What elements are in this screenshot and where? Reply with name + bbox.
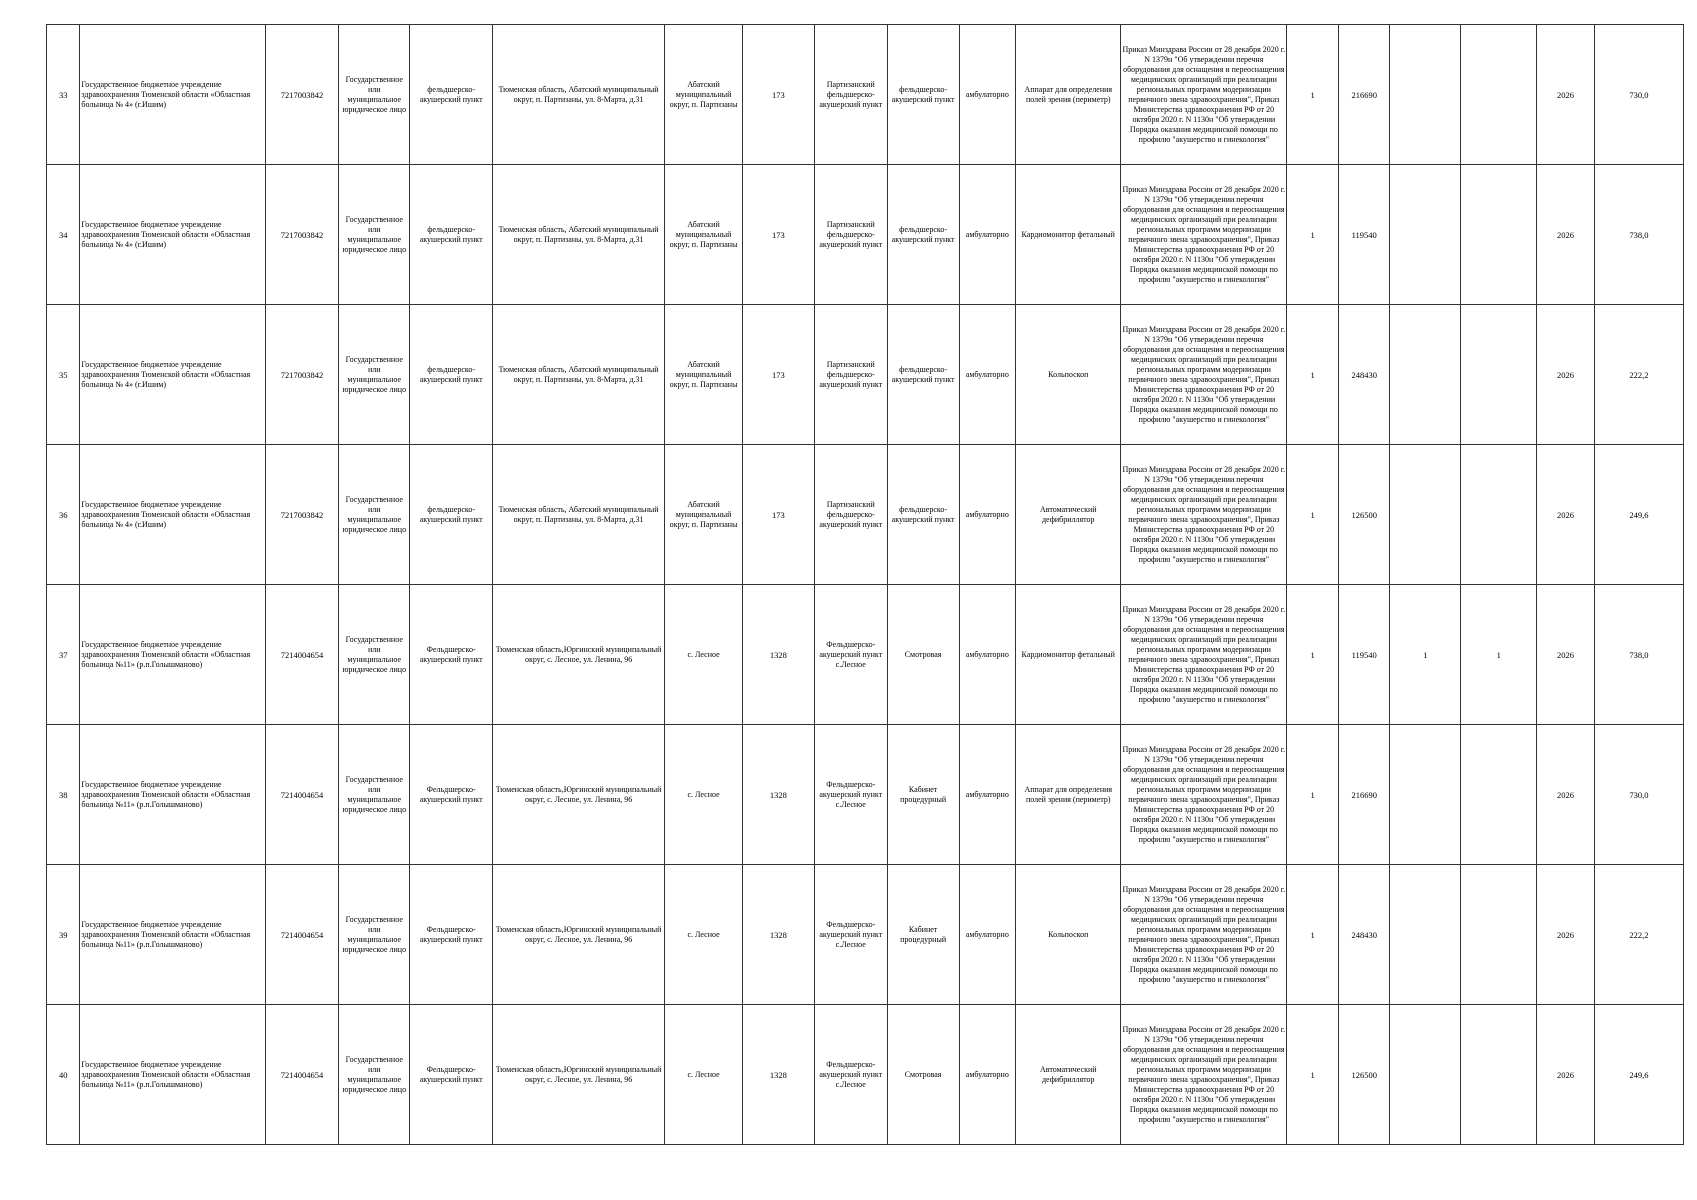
organization-name: Государственное бюджетное учреждение здравоохранения Тюменской области «Областная больница №11» (р.п.Голышманово) xyxy=(80,865,265,1005)
cost-cell: 249,6 xyxy=(1594,445,1683,585)
year-cell: 2026 xyxy=(1537,25,1595,165)
cost-cell: 730,0 xyxy=(1594,725,1683,865)
row-number: 36 xyxy=(47,445,80,585)
inn-cell: 7217003842 xyxy=(265,25,339,165)
organization-name: Государственное бюджетное учреждение здравоохранения Тюменской области «Областная больница № 4» (г.Ишим) xyxy=(80,165,265,305)
legal-form-cell: Государственное или муниципальное юридическое лицо xyxy=(339,445,410,585)
inn-cell: 7217003842 xyxy=(265,305,339,445)
locality-cell: Абатский муниципальный округ, п. Партизаны xyxy=(665,25,743,165)
legal-form-cell: Государственное или муниципальное юридическое лицо xyxy=(339,1005,410,1145)
column-17-cell xyxy=(1390,25,1461,165)
locality-cell: с. Лесное xyxy=(665,725,743,865)
address-cell: Тюменская область, Абатский муниципальный округ, п. Партизаны, ул. 8-Марта, д.31 xyxy=(493,445,665,585)
address-cell: Тюменская область, Абатский муниципальный округ, п. Партизаны, ул. 8-Марта, д.31 xyxy=(493,25,665,165)
equipment-code-cell: 126500 xyxy=(1338,445,1390,585)
organization-name: Государственное бюджетное учреждение здравоохранения Тюменской области «Областная больница № 4» (г.Ишим) xyxy=(80,305,265,445)
table-row xyxy=(47,865,1684,1005)
population-cell: 173 xyxy=(743,305,815,445)
unit-type-cell: фельдшерско-акушерский пункт xyxy=(410,25,493,165)
legal-basis-cell: Приказ Минздрава России от 28 декабря 2020 г. N 1379н "Об утверждении перечня оборудования для оснащения и переоснащения медицинских организаций при реализации региональных программ модернизации первичного звена здравоохранения", Приказ Министерства здравоохранения РФ от 20 октября 2020 г. N 1130н "Об утверждении Порядка оказания медицинской помощи по профилю "акушерство и гинекология" xyxy=(1121,865,1287,1005)
row-number: 35 xyxy=(47,305,80,445)
room-cell: фельдшерско-акушерский пункт xyxy=(887,165,959,305)
table-row xyxy=(47,585,1684,725)
equipment-cell: Кольпоскоп xyxy=(1016,865,1121,1005)
year-cell: 2026 xyxy=(1537,1005,1595,1145)
legal-basis-cell: Приказ Минздрава России от 28 декабря 2020 г. N 1379н "Об утверждении перечня оборудования для оснащения и переоснащения медицинских организаций при реализации региональных программ модернизации первичного звена здравоохранения", Приказ Министерства здравоохранения РФ от 20 октября 2020 г. N 1130н "Об утверждении Порядка оказания медицинской помощи по профилю "акушерство и гинекология" xyxy=(1121,25,1287,165)
room-cell: Кабинет процедурный xyxy=(887,725,959,865)
column-17-cell xyxy=(1390,305,1461,445)
cost-cell: 222,2 xyxy=(1594,305,1683,445)
cost-cell: 249,6 xyxy=(1594,1005,1683,1145)
table-row xyxy=(47,305,1684,445)
equipment-code-cell: 248430 xyxy=(1338,305,1390,445)
quantity-cell: 1 xyxy=(1287,445,1339,585)
column-18-cell xyxy=(1461,25,1537,165)
column-17-cell xyxy=(1390,165,1461,305)
column-18-cell: 1 xyxy=(1461,585,1537,725)
inn-cell: 7214004654 xyxy=(265,585,339,725)
organization-name: Государственное бюджетное учреждение здравоохранения Тюменской области «Областная больница №11» (р.п.Голышманово) xyxy=(80,725,265,865)
unit-type-cell: Фельдшерско-акушерский пункт xyxy=(410,725,493,865)
legal-form-cell: Государственное или муниципальное юридическое лицо xyxy=(339,865,410,1005)
cost-cell: 738,0 xyxy=(1594,585,1683,725)
year-cell: 2026 xyxy=(1537,725,1595,865)
population-cell: 173 xyxy=(743,445,815,585)
equipment-cell: Аппарат для определения полей зрения (периметр) xyxy=(1016,25,1121,165)
organization-name: Государственное бюджетное учреждение здравоохранения Тюменской области «Областная больница № 4» (г.Ишим) xyxy=(80,25,265,165)
equipment-code-cell: 119540 xyxy=(1338,585,1390,725)
room-cell: фельдшерско-акушерский пункт xyxy=(887,445,959,585)
column-17-cell xyxy=(1390,865,1461,1005)
table-row xyxy=(47,725,1684,865)
legal-basis-cell: Приказ Минздрава России от 28 декабря 2020 г. N 1379н "Об утверждении перечня оборудования для оснащения и переоснащения медицинских организаций при реализации региональных программ модернизации первичного звена здравоохранения", Приказ Министерства здравоохранения РФ от 20 октября 2020 г. N 1130н "Об утверждении Порядка оказания медицинской помощи по профилю "акушерство и гинекология" xyxy=(1121,165,1287,305)
locality-cell: с. Лесное xyxy=(665,1005,743,1145)
unit-name-cell: Партизанский фельдшерско-акушерский пункт xyxy=(814,305,887,445)
equipment-code-cell: 248430 xyxy=(1338,865,1390,1005)
room-cell: Смотровая xyxy=(887,1005,959,1145)
table-row xyxy=(47,25,1684,165)
column-18-cell xyxy=(1461,725,1537,865)
inn-cell: 7217003842 xyxy=(265,445,339,585)
table-row xyxy=(47,1005,1684,1145)
quantity-cell: 1 xyxy=(1287,725,1339,865)
year-cell: 2026 xyxy=(1537,305,1595,445)
row-number: 37 xyxy=(47,585,80,725)
column-18-cell xyxy=(1461,445,1537,585)
unit-type-cell: фельдшерско-акушерский пункт xyxy=(410,445,493,585)
population-cell: 173 xyxy=(743,165,815,305)
equipment-cell: Автоматический дефибриллятор xyxy=(1016,445,1121,585)
column-17-cell xyxy=(1390,445,1461,585)
quantity-cell: 1 xyxy=(1287,865,1339,1005)
equipment-table xyxy=(46,24,1684,1145)
care-form-cell: амбулаторно xyxy=(959,165,1016,305)
care-form-cell: амбулаторно xyxy=(959,445,1016,585)
quantity-cell: 1 xyxy=(1287,1005,1339,1145)
unit-name-cell: Фельдшерско-акушерский пункт с.Лесное xyxy=(814,585,887,725)
care-form-cell: амбулаторно xyxy=(959,725,1016,865)
equipment-code-cell: 119540 xyxy=(1338,165,1390,305)
care-form-cell: амбулаторно xyxy=(959,585,1016,725)
equipment-code-cell: 216690 xyxy=(1338,25,1390,165)
legal-form-cell: Государственное или муниципальное юридическое лицо xyxy=(339,25,410,165)
room-cell: фельдшерско-акушерский пункт xyxy=(887,305,959,445)
legal-basis-cell: Приказ Минздрава России от 28 декабря 2020 г. N 1379н "Об утверждении перечня оборудования для оснащения и переоснащения медицинских организаций при реализации региональных программ модернизации первичного звена здравоохранения", Приказ Министерства здравоохранения РФ от 20 октября 2020 г. N 1130н "Об утверждении Порядка оказания медицинской помощи по профилю "акушерство и гинекология" xyxy=(1121,305,1287,445)
unit-type-cell: Фельдшерско-акушерский пункт xyxy=(410,1005,493,1145)
unit-name-cell: Фельдшерско-акушерский пункт с.Лесное xyxy=(814,725,887,865)
organization-name: Государственное бюджетное учреждение здравоохранения Тюменской области «Областная больница №11» (р.п.Голышманово) xyxy=(80,1005,265,1145)
address-cell: Тюменская область, Абатский муниципальный округ, п. Партизаны, ул. 8-Марта, д.31 xyxy=(493,305,665,445)
legal-form-cell: Государственное или муниципальное юридическое лицо xyxy=(339,305,410,445)
unit-type-cell: фельдшерско-акушерский пункт xyxy=(410,305,493,445)
care-form-cell: амбулаторно xyxy=(959,305,1016,445)
population-cell: 173 xyxy=(743,25,815,165)
quantity-cell: 1 xyxy=(1287,585,1339,725)
unit-name-cell: Фельдшерско-акушерский пункт с.Лесное xyxy=(814,1005,887,1145)
column-18-cell xyxy=(1461,865,1537,1005)
unit-name-cell: Партизанский фельдшерско-акушерский пункт xyxy=(814,25,887,165)
address-cell: Тюменская область, Абатский муниципальный округ, п. Партизаны, ул. 8-Марта, д.31 xyxy=(493,165,665,305)
legal-form-cell: Государственное или муниципальное юридическое лицо xyxy=(339,725,410,865)
room-cell: фельдшерско-акушерский пункт xyxy=(887,25,959,165)
equipment-code-cell: 126500 xyxy=(1338,1005,1390,1145)
legal-basis-cell: Приказ Минздрава России от 28 декабря 2020 г. N 1379н "Об утверждении перечня оборудования для оснащения и переоснащения медицинских организаций при реализации региональных программ модернизации первичного звена здравоохранения", Приказ Министерства здравоохранения РФ от 20 октября 2020 г. N 1130н "Об утверждении Порядка оказания медицинской помощи по профилю "акушерство и гинекология" xyxy=(1121,445,1287,585)
quantity-cell: 1 xyxy=(1287,25,1339,165)
inn-cell: 7214004654 xyxy=(265,1005,339,1145)
column-18-cell xyxy=(1461,165,1537,305)
unit-type-cell: Фельдшерско-акушерский пункт xyxy=(410,585,493,725)
table-row xyxy=(47,165,1684,305)
row-number: 38 xyxy=(47,725,80,865)
legal-basis-cell: Приказ Минздрава России от 28 декабря 2020 г. N 1379н "Об утверждении перечня оборудования для оснащения и переоснащения медицинских организаций при реализации региональных программ модернизации первичного звена здравоохранения", Приказ Министерства здравоохранения РФ от 20 октября 2020 г. N 1130н "Об утверждении Порядка оказания медицинской помощи по профилю "акушерство и гинекология" xyxy=(1121,1005,1287,1145)
equipment-cell: Кардиомонитор фетальный xyxy=(1016,165,1121,305)
column-17-cell: 1 xyxy=(1390,585,1461,725)
locality-cell: Абатский муниципальный округ, п. Партизаны xyxy=(665,445,743,585)
care-form-cell: амбулаторно xyxy=(959,865,1016,1005)
unit-type-cell: фельдшерско-акушерский пункт xyxy=(410,165,493,305)
care-form-cell: амбулаторно xyxy=(959,25,1016,165)
organization-name: Государственное бюджетное учреждение здравоохранения Тюменской области «Областная больница №11» (р.п.Голышманово) xyxy=(80,585,265,725)
equipment-cell: Кольпоскоп xyxy=(1016,305,1121,445)
unit-name-cell: Фельдшерско-акушерский пункт с.Лесное xyxy=(814,865,887,1005)
column-17-cell xyxy=(1390,1005,1461,1145)
unit-name-cell: Партизанский фельдшерско-акушерский пункт xyxy=(814,445,887,585)
inn-cell: 7214004654 xyxy=(265,865,339,1005)
locality-cell: Абатский муниципальный округ, п. Партизаны xyxy=(665,165,743,305)
year-cell: 2026 xyxy=(1537,165,1595,305)
row-number: 39 xyxy=(47,865,80,1005)
equipment-cell: Аппарат для определения полей зрения (периметр) xyxy=(1016,725,1121,865)
locality-cell: с. Лесное xyxy=(665,865,743,1005)
column-18-cell xyxy=(1461,305,1537,445)
cost-cell: 222,2 xyxy=(1594,865,1683,1005)
row-number: 34 xyxy=(47,165,80,305)
table-row xyxy=(47,445,1684,585)
legal-basis-cell: Приказ Минздрава России от 28 декабря 2020 г. N 1379н "Об утверждении перечня оборудования для оснащения и переоснащения медицинских организаций при реализации региональных программ модернизации первичного звена здравоохранения", Приказ Министерства здравоохранения РФ от 20 октября 2020 г. N 1130н "Об утверждении Порядка оказания медицинской помощи по профилю "акушерство и гинекология" xyxy=(1121,585,1287,725)
row-number: 40 xyxy=(47,1005,80,1145)
column-17-cell xyxy=(1390,725,1461,865)
locality-cell: Абатский муниципальный округ, п. Партизаны xyxy=(665,305,743,445)
legal-form-cell: Государственное или муниципальное юридическое лицо xyxy=(339,585,410,725)
cost-cell: 738,0 xyxy=(1594,165,1683,305)
year-cell: 2026 xyxy=(1537,865,1595,1005)
unit-name-cell: Партизанский фельдшерско-акушерский пункт xyxy=(814,165,887,305)
equipment-cell: Кардиомонитор фетальный xyxy=(1016,585,1121,725)
row-number: 33 xyxy=(47,25,80,165)
unit-type-cell: Фельдшерско-акушерский пункт xyxy=(410,865,493,1005)
equipment-code-cell: 216690 xyxy=(1338,725,1390,865)
quantity-cell: 1 xyxy=(1287,305,1339,445)
locality-cell: с. Лесное xyxy=(665,585,743,725)
column-18-cell xyxy=(1461,1005,1537,1145)
room-cell: Смотровая xyxy=(887,585,959,725)
room-cell: Кабинет процедурный xyxy=(887,865,959,1005)
address-cell: Тюменская область,Юргинский муниципальный округ, с. Лесное, ул. Ленина, 96 xyxy=(493,585,665,725)
legal-form-cell: Государственное или муниципальное юридическое лицо xyxy=(339,165,410,305)
care-form-cell: амбулаторно xyxy=(959,1005,1016,1145)
cost-cell: 730,0 xyxy=(1594,25,1683,165)
population-cell: 1328 xyxy=(743,585,815,725)
year-cell: 2026 xyxy=(1537,585,1595,725)
inn-cell: 7214004654 xyxy=(265,725,339,865)
address-cell: Тюменская область,Юргинский муниципальный округ, с. Лесное, ул. Ленина, 96 xyxy=(493,865,665,1005)
population-cell: 1328 xyxy=(743,725,815,865)
quantity-cell: 1 xyxy=(1287,165,1339,305)
address-cell: Тюменская область,Юргинский муниципальный округ, с. Лесное, ул. Ленина, 96 xyxy=(493,725,665,865)
year-cell: 2026 xyxy=(1537,445,1595,585)
organization-name: Государственное бюджетное учреждение здравоохранения Тюменской области «Областная больница № 4» (г.Ишим) xyxy=(80,445,265,585)
equipment-cell: Автоматический дефибриллятор xyxy=(1016,1005,1121,1145)
legal-basis-cell: Приказ Минздрава России от 28 декабря 2020 г. N 1379н "Об утверждении перечня оборудования для оснащения и переоснащения медицинских организаций при реализации региональных программ модернизации первичного звена здравоохранения", Приказ Министерства здравоохранения РФ от 20 октября 2020 г. N 1130н "Об утверждении Порядка оказания медицинской помощи по профилю "акушерство и гинекология" xyxy=(1121,725,1287,865)
address-cell: Тюменская область,Юргинский муниципальный округ, с. Лесное, ул. Ленина, 96 xyxy=(493,1005,665,1145)
inn-cell: 7217003842 xyxy=(265,165,339,305)
population-cell: 1328 xyxy=(743,865,815,1005)
population-cell: 1328 xyxy=(743,1005,815,1145)
